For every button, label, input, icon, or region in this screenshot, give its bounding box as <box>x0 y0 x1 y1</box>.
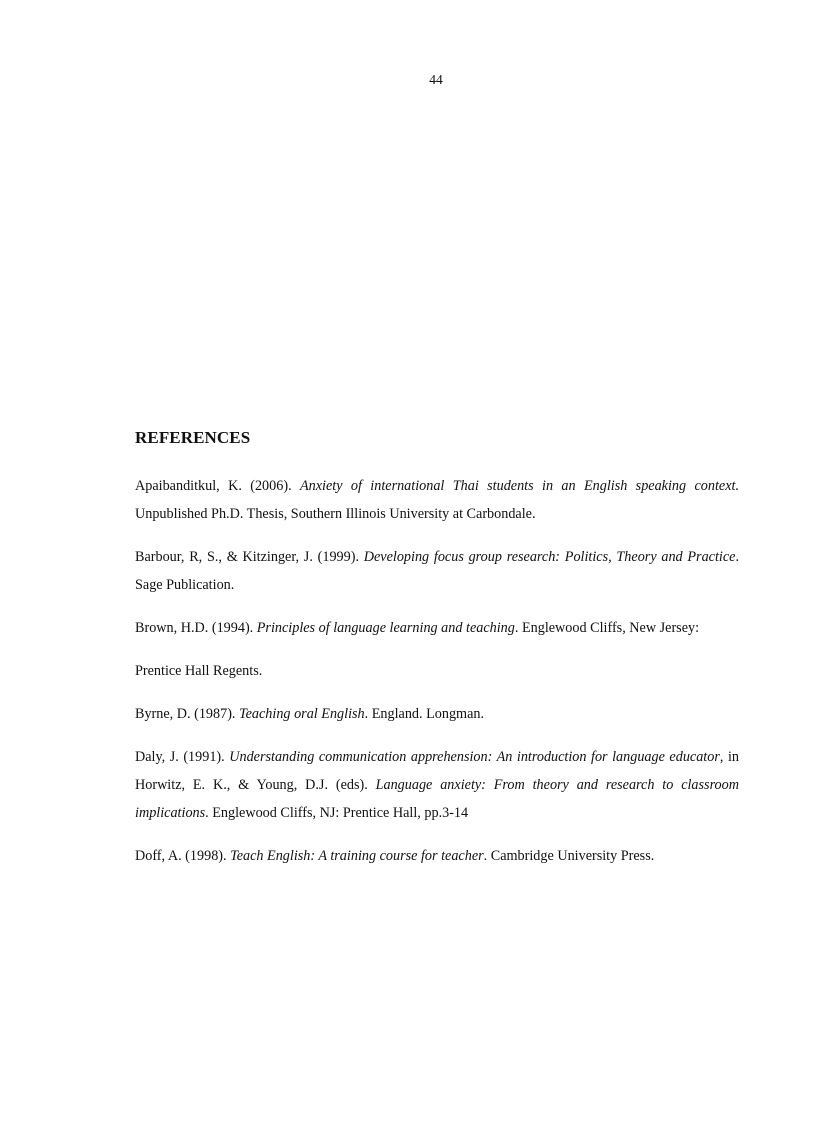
reference-author-year: Barbour, R, S., & Kitzinger, J. (1999). <box>135 549 364 565</box>
reference-publisher: . England. Longman. <box>364 706 485 722</box>
reference-text: Prentice Hall Regents. <box>135 663 263 679</box>
reference-publisher: . Englewood Cliffs, NJ: Prentice Hall, pp.3-14 <box>205 805 469 821</box>
reference-publisher: . Englewood Cliffs, New Jersey: <box>514 620 700 636</box>
reference-publisher: . Sage Publication. <box>135 549 739 593</box>
reference-entry <box>135 543 739 599</box>
reference-entry <box>135 700 739 728</box>
reference-entry <box>135 472 739 528</box>
reference-entry <box>135 614 739 642</box>
reference-author-year: Brown, H.D. (1994). <box>135 620 257 636</box>
reference-title: Developing focus group research: Politics, Theory and Practice <box>363 549 736 565</box>
references-heading: REFERENCES <box>135 428 251 447</box>
reference-title: Understanding communication apprehension: An introduction for language educator <box>229 749 720 765</box>
page-number: 44 <box>429 72 443 87</box>
reference-book-title: Language anxiety: From theory and research to classroom implications <box>135 777 739 821</box>
reference-title: Teaching oral English <box>239 706 365 722</box>
reference-title: Teach English: A training course for teacher <box>230 848 484 864</box>
reference-author-year: Daly, J. (1991). <box>135 749 230 765</box>
reference-title: Principles of language learning and teaching <box>256 620 515 636</box>
reference-list <box>135 472 739 885</box>
reference-publisher: Unpublished Ph.D. Thesis, Southern Illinois University at Carbondale. <box>135 506 536 522</box>
reference-title: Anxiety of international Thai students in an English speaking context. <box>299 478 739 494</box>
reference-publisher: . Cambridge University Press. <box>483 848 655 864</box>
reference-author-year: Byrne, D. (1987). <box>135 706 240 722</box>
reference-entry <box>135 657 739 685</box>
reference-editors: , in Horwitz, E. K., & Young, D.J. (eds). <box>135 749 739 793</box>
reference-author-year: Doff, A. (1998). <box>135 848 231 864</box>
reference-entry <box>135 842 739 870</box>
reference-entry <box>135 743 739 827</box>
reference-author-year: Apaibanditkul, K. (2006). <box>135 478 300 494</box>
